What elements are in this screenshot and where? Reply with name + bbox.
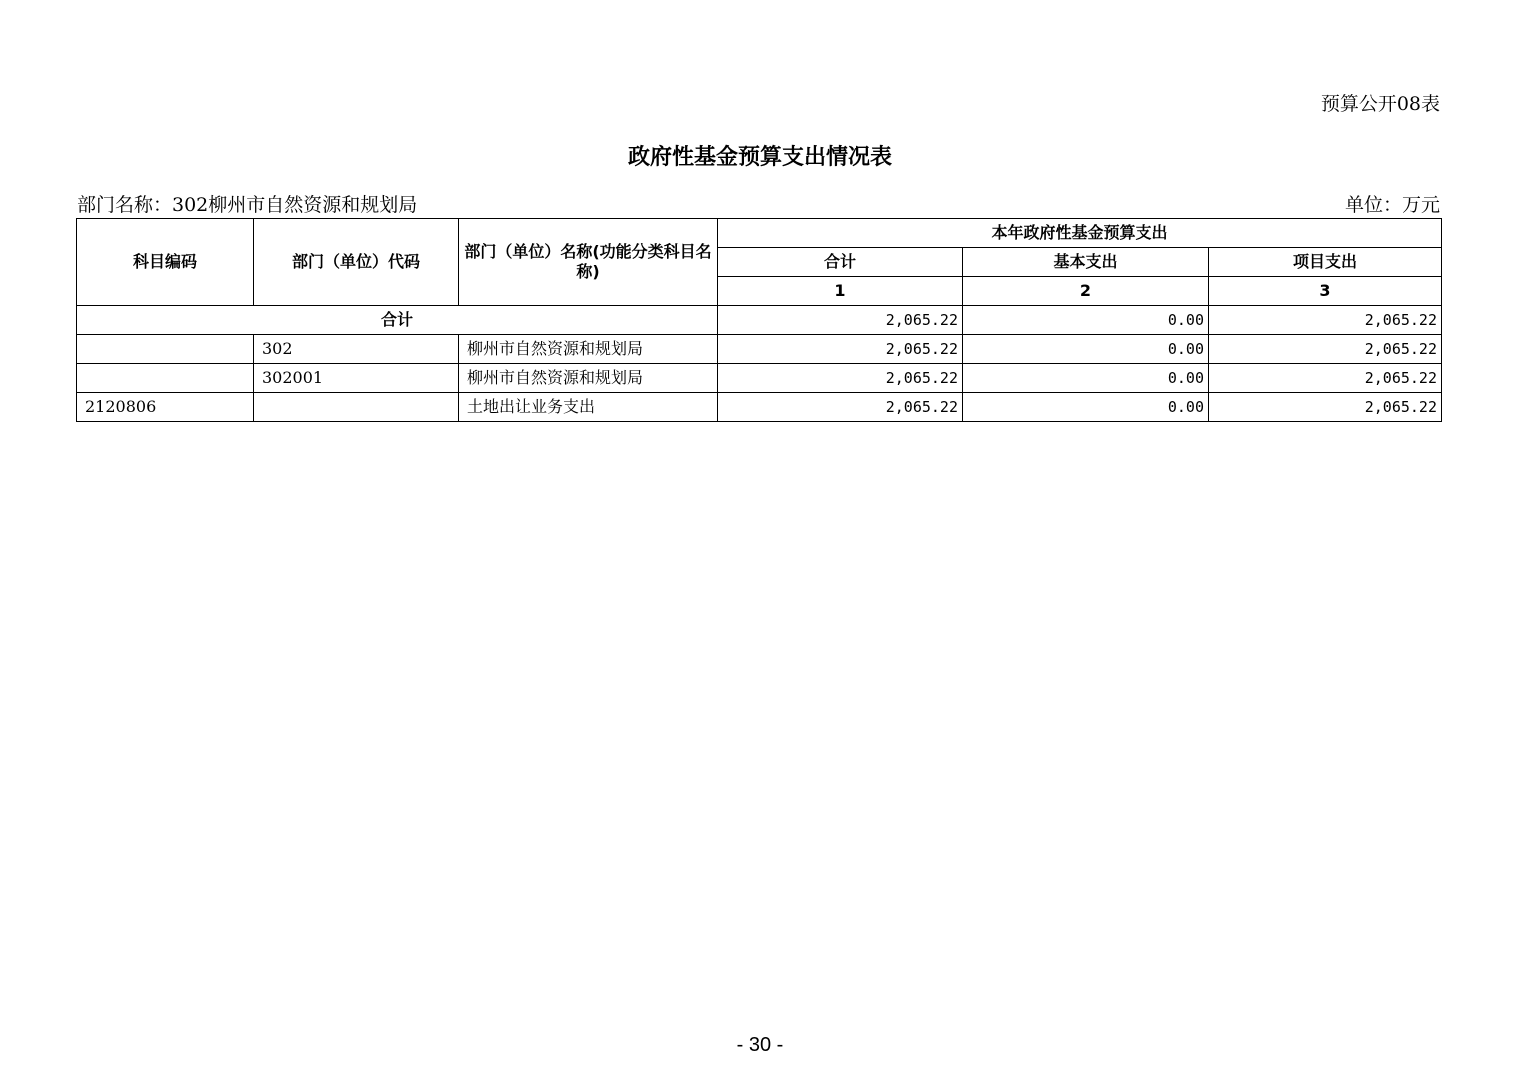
total-row-label: 合计: [77, 306, 718, 335]
cell-unit-code: 302: [254, 335, 459, 364]
header-unit-code: 部门（单位）代码: [254, 219, 459, 306]
header-col-2: 2: [963, 277, 1209, 306]
cell-project: 2,065.22: [1209, 335, 1442, 364]
cell-basic: 0.00: [963, 364, 1209, 393]
department-name: 部门名称：302柳州市自然资源和规划局: [77, 194, 418, 216]
header-col-1: 1: [718, 277, 963, 306]
total-row-total: 2,065.22: [718, 306, 963, 335]
cell-basic: 0.00: [963, 393, 1209, 422]
budget-table: [76, 218, 1442, 422]
page-number: - 30 -: [736, 1034, 784, 1056]
form-number: 预算公开08表: [1320, 93, 1440, 115]
total-row-basic: 0.00: [963, 306, 1209, 335]
cell-total: 2,065.22: [718, 393, 963, 422]
header-unit-name: 部门（单位）名称(功能分类科目名称): [459, 219, 718, 306]
total-row-project: 2,065.22: [1209, 306, 1442, 335]
cell-name: 柳州市自然资源和规划局: [459, 335, 718, 364]
page-title: 政府性基金预算支出情况表: [627, 145, 892, 170]
header-group: 本年政府性基金预算支出: [718, 219, 1442, 248]
cell-name: 柳州市自然资源和规划局: [459, 364, 718, 393]
table-row: [77, 393, 1442, 422]
total-row: [77, 306, 1442, 335]
header-total: 合计: [718, 248, 963, 277]
cell-project: 2,065.22: [1209, 393, 1442, 422]
cell-unit-code: [254, 393, 459, 422]
cell-total: 2,065.22: [718, 335, 963, 364]
cell-name: 土地出让业务支出: [459, 393, 718, 422]
cell-subject-code: 2120806: [77, 393, 254, 422]
cell-unit-code: 302001: [254, 364, 459, 393]
cell-subject-code: [77, 335, 254, 364]
header-col-3: 3: [1209, 277, 1442, 306]
table-row: [77, 364, 1442, 393]
header-project: 项目支出: [1209, 248, 1442, 277]
cell-total: 2,065.22: [718, 364, 963, 393]
header-row-1: [77, 219, 1442, 248]
cell-basic: 0.00: [963, 335, 1209, 364]
header-basic: 基本支出: [963, 248, 1209, 277]
cell-subject-code: [77, 364, 254, 393]
unit-label: 单位：万元: [1344, 194, 1440, 216]
cell-project: 2,065.22: [1209, 364, 1442, 393]
table-row: [77, 335, 1442, 364]
header-subject-code: 科目编码: [77, 219, 254, 306]
